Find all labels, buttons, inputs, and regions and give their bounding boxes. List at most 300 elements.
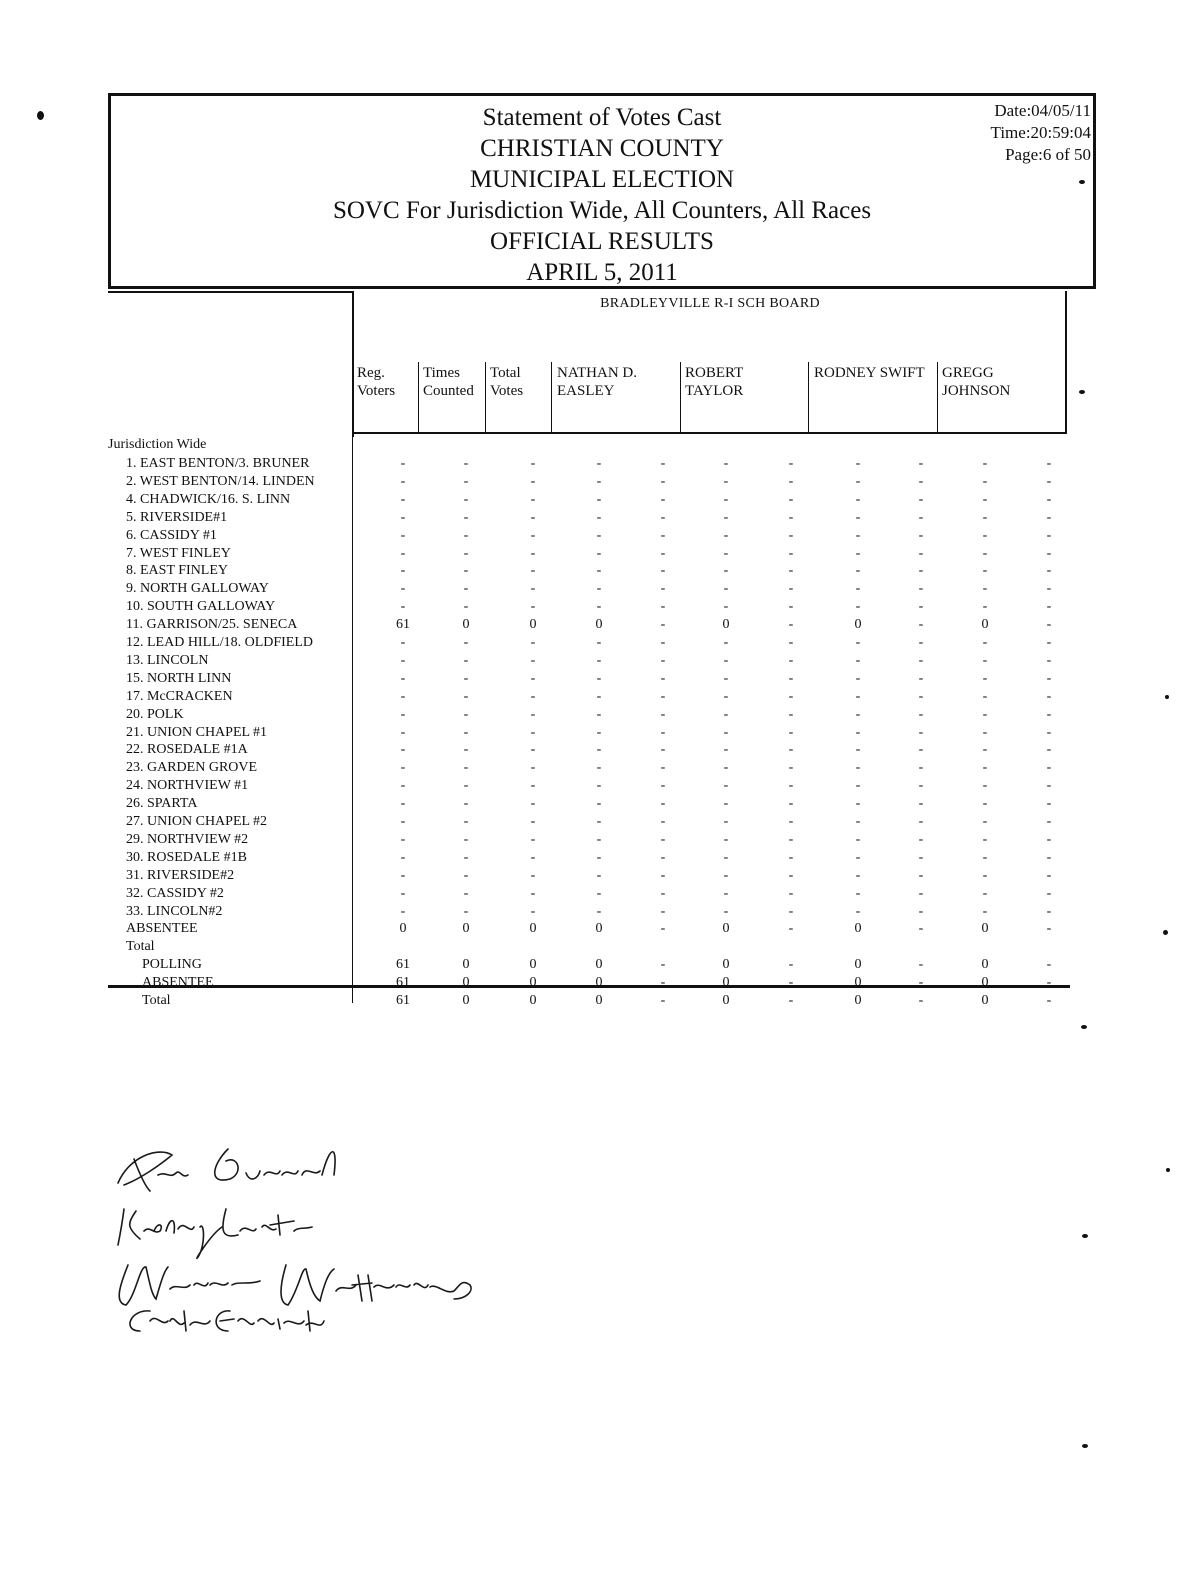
table-row-cell: - bbox=[982, 545, 988, 561]
table-row-cell: - bbox=[918, 456, 924, 471]
table-row-cell: - bbox=[723, 885, 729, 901]
table-row-cell: - bbox=[855, 760, 861, 776]
report-time: Time:20:59:04 bbox=[990, 123, 1091, 142]
table-row-cell: - bbox=[596, 545, 602, 561]
table-row-cell: - bbox=[855, 831, 861, 847]
table-row-cell: - bbox=[918, 760, 924, 776]
table-row-cell: 0 bbox=[981, 921, 989, 937]
table-row-cell: - bbox=[1046, 706, 1052, 722]
col-divider-4 bbox=[680, 362, 681, 433]
table-row-cell: - bbox=[723, 599, 729, 615]
table-row-cell: - bbox=[918, 867, 924, 883]
table-row-cell: - bbox=[596, 473, 602, 489]
table-row-cell: - bbox=[530, 706, 536, 722]
scan-speck bbox=[1081, 1025, 1087, 1029]
totals-row-cell: 61 bbox=[396, 975, 410, 991]
table-row-cell: - bbox=[855, 599, 861, 615]
totals-row-cell: 0 bbox=[981, 957, 989, 973]
table-row-label: 21. UNION CHAPEL #1 bbox=[126, 724, 268, 740]
table-row-cell: - bbox=[463, 814, 469, 829]
table-row-cell: - bbox=[463, 545, 469, 561]
table-row-cell: - bbox=[788, 814, 794, 829]
table-row-cell: 0 bbox=[595, 617, 603, 633]
table-row-cell: - bbox=[723, 563, 729, 579]
table-row-cell: - bbox=[400, 563, 406, 579]
table-row-label: 12. LEAD HILL/18. OLDFIELD bbox=[126, 635, 314, 650]
table-row-cell: - bbox=[400, 831, 406, 847]
table-row-cell: - bbox=[596, 563, 602, 579]
table-row-cell: - bbox=[918, 509, 924, 525]
table-row-cell: - bbox=[463, 688, 469, 704]
report-date: Date:04/05/11 bbox=[994, 101, 1091, 120]
table-row-cell: - bbox=[982, 903, 988, 919]
table-row-cell: - bbox=[982, 670, 988, 686]
table-row-cell: - bbox=[788, 903, 794, 919]
table-row-cell: - bbox=[463, 581, 469, 597]
table-row-label: 8. EAST FINLEY bbox=[126, 563, 229, 579]
table-row-cell: - bbox=[788, 831, 794, 847]
table-row-cell: - bbox=[982, 599, 988, 615]
table-row-cell: - bbox=[400, 742, 406, 758]
table-row-cell: - bbox=[1046, 831, 1052, 847]
table-row-cell: - bbox=[855, 688, 861, 704]
totals-row-cell: - bbox=[1046, 957, 1052, 973]
table-row-cell: - bbox=[918, 688, 924, 704]
table-row-cell: - bbox=[855, 670, 861, 686]
table-row-cell: - bbox=[530, 742, 536, 758]
table-row-cell: - bbox=[660, 742, 666, 758]
table-row-cell: - bbox=[855, 885, 861, 901]
col-header-candidate-johnson: GREGG JOHNSON bbox=[942, 365, 1011, 399]
table-row-cell: - bbox=[400, 903, 406, 919]
table-row-label: 26. SPARTA bbox=[126, 796, 198, 812]
table-row-cell: - bbox=[660, 724, 666, 740]
table-row-cell: - bbox=[918, 563, 924, 579]
table-row-cell: - bbox=[855, 563, 861, 579]
table-row-cell: - bbox=[1046, 617, 1052, 633]
table-row-cell: - bbox=[660, 885, 666, 901]
table-row-cell: - bbox=[463, 778, 469, 794]
table-row-cell: 0 bbox=[462, 617, 470, 633]
table-row-cell: - bbox=[982, 706, 988, 722]
table-row-cell: - bbox=[400, 491, 406, 507]
table-row-cell: - bbox=[463, 491, 469, 507]
table-row-cell: - bbox=[788, 545, 794, 561]
table-row-cell: - bbox=[855, 796, 861, 812]
table-row-cell: - bbox=[660, 652, 666, 668]
table-row-cell: - bbox=[530, 635, 536, 650]
table-row-cell: - bbox=[918, 885, 924, 901]
table-row-cell: - bbox=[723, 652, 729, 668]
col-header-reg-voters: Reg. Voters bbox=[357, 365, 396, 399]
table-row-cell: - bbox=[918, 491, 924, 507]
table-row-cell: - bbox=[400, 599, 406, 615]
table-row-cell: 0 bbox=[529, 617, 537, 633]
table-row-cell: - bbox=[530, 778, 536, 794]
totals-row-cell: 0 bbox=[595, 975, 603, 991]
table-row-cell: - bbox=[918, 670, 924, 686]
table-row-cell: - bbox=[788, 796, 794, 812]
table-row-label: 6. CASSIDY #1 bbox=[126, 527, 217, 543]
table-row-cell: - bbox=[982, 473, 988, 489]
scan-speck bbox=[37, 111, 44, 120]
county-name: CHRISTIAN COUNTY bbox=[480, 135, 724, 162]
table-row-label: 31. RIVERSIDE#2 bbox=[126, 867, 235, 883]
scan-speck bbox=[1165, 695, 1169, 699]
col-divider-5 bbox=[808, 362, 809, 433]
table-row-cell: - bbox=[918, 742, 924, 758]
table-row-cell: - bbox=[596, 688, 602, 704]
table-row-cell: - bbox=[982, 581, 988, 597]
table-row-cell: - bbox=[400, 473, 406, 489]
table-row-cell: - bbox=[1046, 688, 1052, 704]
table-row-cell: - bbox=[723, 706, 729, 722]
table-row-cell: - bbox=[855, 903, 861, 919]
table-row-cell: - bbox=[530, 903, 536, 919]
table-row-cell: - bbox=[982, 509, 988, 525]
table-row-cell: - bbox=[855, 724, 861, 740]
table-row-cell: - bbox=[788, 491, 794, 507]
table-right-divider bbox=[1065, 291, 1067, 433]
totals-row-cell: 0 bbox=[854, 957, 862, 973]
table-row-cell: - bbox=[530, 527, 536, 543]
table-row-cell: - bbox=[1046, 599, 1052, 615]
table-row-cell: - bbox=[660, 706, 666, 722]
table-row-cell: - bbox=[596, 706, 602, 722]
table-row-cell: - bbox=[660, 545, 666, 561]
table-row-cell: - bbox=[723, 491, 729, 507]
table-row-cell: - bbox=[982, 688, 988, 704]
totals-section-label: Total bbox=[126, 939, 155, 955]
table-row-cell: - bbox=[1046, 760, 1052, 776]
table-row-cell: - bbox=[723, 456, 729, 471]
table-row-cell: - bbox=[596, 652, 602, 668]
table-row-label: 1. EAST BENTON/3. BRUNER bbox=[126, 456, 310, 471]
totals-row-cell: 61 bbox=[396, 957, 410, 973]
col-header-candidate-swift: RODNEY SWIFT bbox=[814, 365, 925, 381]
table-row-cell: - bbox=[982, 831, 988, 847]
table-row-label: 10. SOUTH GALLOWAY bbox=[126, 599, 276, 615]
table-row-cell: - bbox=[982, 849, 988, 865]
table-row-cell: - bbox=[596, 867, 602, 883]
table-row-cell: 0 bbox=[462, 921, 470, 937]
table-row-cell: - bbox=[660, 796, 666, 812]
table-row-cell: - bbox=[1046, 849, 1052, 865]
table-row-cell: - bbox=[788, 635, 794, 650]
table-row-cell: 0 bbox=[854, 617, 862, 633]
table-row-cell: - bbox=[530, 796, 536, 812]
table-row-cell: - bbox=[1046, 867, 1052, 883]
table-row-cell: - bbox=[1046, 814, 1052, 829]
table-row-cell: - bbox=[596, 849, 602, 865]
table-row-cell: - bbox=[400, 814, 406, 829]
totals-row-cell: 0 bbox=[462, 975, 470, 991]
totals-row-cell: 0 bbox=[462, 957, 470, 973]
table-row-cell: - bbox=[530, 509, 536, 525]
totals-row-cell: 0 bbox=[722, 975, 730, 991]
table-row-cell: - bbox=[788, 473, 794, 489]
table-row-cell: - bbox=[400, 778, 406, 794]
totals-row-label: Total bbox=[142, 993, 171, 1008]
table-row-cell: 0 bbox=[529, 921, 537, 937]
table-row-cell: - bbox=[530, 885, 536, 901]
table-row-cell: - bbox=[463, 563, 469, 579]
table-row-cell: - bbox=[723, 509, 729, 525]
report-title-block bbox=[111, 102, 1093, 288]
table-row-cell: - bbox=[788, 456, 794, 471]
table-row-cell: - bbox=[463, 706, 469, 722]
col-divider-6 bbox=[937, 362, 938, 433]
table-row-cell: - bbox=[723, 831, 729, 847]
table-row-cell: - bbox=[660, 849, 666, 865]
table-row-cell: - bbox=[463, 849, 469, 865]
table-row-cell: - bbox=[788, 778, 794, 794]
table-row-cell: - bbox=[723, 867, 729, 883]
table-row-cell: - bbox=[918, 831, 924, 847]
table-row-cell: - bbox=[596, 635, 602, 650]
table-row-cell: - bbox=[982, 796, 988, 812]
table-row-cell: - bbox=[400, 652, 406, 668]
table-row-cell: - bbox=[982, 491, 988, 507]
table-row-cell: - bbox=[1046, 563, 1052, 579]
table-row-cell: - bbox=[660, 473, 666, 489]
table-row-cell: - bbox=[660, 903, 666, 919]
totals-row-label: ABSENTEE bbox=[142, 975, 214, 991]
scan-speck bbox=[1163, 930, 1168, 935]
table-row-label: 20. POLK bbox=[126, 706, 184, 722]
table-row-cell: - bbox=[1046, 903, 1052, 919]
table-row-cell: 0 bbox=[854, 921, 862, 937]
table-row-cell: - bbox=[1046, 491, 1052, 507]
table-row-cell: - bbox=[596, 796, 602, 812]
table-row-cell: - bbox=[788, 509, 794, 525]
report-header-box bbox=[108, 93, 1096, 289]
table-row-cell: - bbox=[530, 670, 536, 686]
totals-row-label: POLLING bbox=[142, 957, 202, 973]
table-row-cell: - bbox=[1046, 742, 1052, 758]
table-row-cell: - bbox=[723, 688, 729, 704]
table-row-cell: - bbox=[530, 599, 536, 615]
table-row-cell: - bbox=[723, 527, 729, 543]
table-row-cell: - bbox=[855, 581, 861, 597]
table-row-cell: - bbox=[463, 885, 469, 901]
totals-row-cell: 61 bbox=[396, 993, 410, 1008]
table-row-cell: - bbox=[982, 885, 988, 901]
table-row-cell: - bbox=[788, 688, 794, 704]
table-row-cell: - bbox=[723, 849, 729, 865]
totals-row-cell: - bbox=[918, 957, 924, 973]
table-row-cell: - bbox=[982, 814, 988, 829]
table-row-cell: - bbox=[788, 563, 794, 579]
table-row-cell: - bbox=[463, 527, 469, 543]
table-row-label: 11. GARRISON/25. SENECA bbox=[126, 617, 298, 633]
totals-row-cell: 0 bbox=[722, 993, 730, 1008]
table-row-cell: - bbox=[918, 545, 924, 561]
table-row-label: 23. GARDEN GROVE bbox=[126, 760, 258, 776]
table-row-cell: - bbox=[855, 473, 861, 489]
table-row-cell: - bbox=[400, 581, 406, 597]
scan-speck bbox=[1082, 1234, 1088, 1238]
table-row-cell: - bbox=[1046, 635, 1052, 650]
totals-row-cell: - bbox=[788, 975, 794, 991]
table-row-cell: - bbox=[596, 903, 602, 919]
table-row-cell: - bbox=[918, 652, 924, 668]
table-row-cell: - bbox=[1046, 509, 1052, 525]
table-row-label: 27. UNION CHAPEL #2 bbox=[126, 814, 268, 829]
totals-row-cell: - bbox=[918, 993, 924, 1008]
totals-row-cell: 0 bbox=[595, 957, 603, 973]
totals-row-cell: 0 bbox=[722, 957, 730, 973]
table-row-label: 29. NORTHVIEW #2 bbox=[126, 831, 249, 847]
table-row-cell: - bbox=[596, 456, 602, 471]
table-row-cell: - bbox=[400, 635, 406, 650]
table-row-cell: - bbox=[788, 527, 794, 543]
scan-speck bbox=[1166, 1168, 1170, 1172]
table-row-cell: - bbox=[855, 527, 861, 543]
table-row-cell: - bbox=[788, 742, 794, 758]
table-row-cell: - bbox=[660, 670, 666, 686]
table-row-cell: - bbox=[723, 545, 729, 561]
table-row-cell: - bbox=[788, 760, 794, 776]
table-row-cell: - bbox=[918, 796, 924, 812]
col-divider-1 bbox=[418, 362, 419, 433]
totals-row-cell: - bbox=[788, 993, 794, 1008]
election-date: APRIL 5, 2011 bbox=[526, 259, 678, 286]
table-row-cell: - bbox=[982, 760, 988, 776]
table-row-cell: - bbox=[855, 545, 861, 561]
table-row-cell: - bbox=[660, 760, 666, 776]
table-row-cell: - bbox=[660, 491, 666, 507]
table-row-label: 17. McCRACKEN bbox=[126, 688, 233, 704]
table-row-cell: 0 bbox=[399, 921, 407, 937]
table-row-cell: - bbox=[400, 545, 406, 561]
table-row-cell: - bbox=[788, 849, 794, 865]
table-row-cell: - bbox=[660, 635, 666, 650]
table-row-cell: - bbox=[1046, 473, 1052, 489]
table-row-cell: - bbox=[463, 473, 469, 489]
table-row-cell: - bbox=[723, 903, 729, 919]
totals-row-cell: 0 bbox=[462, 993, 470, 1008]
scan-speck bbox=[1079, 390, 1085, 394]
jurisdiction-label: Jurisdiction Wide bbox=[108, 437, 207, 452]
table-row-cell: - bbox=[918, 527, 924, 543]
table-row-cell: - bbox=[660, 814, 666, 829]
table-row-label: 4. CHADWICK/16. S. LINN bbox=[126, 491, 291, 507]
table-row-cell: - bbox=[788, 652, 794, 668]
signatures-image bbox=[110, 1135, 510, 1335]
table-row-cell: - bbox=[723, 670, 729, 686]
table-row-cell: - bbox=[660, 509, 666, 525]
col-header-candidate-taylor: ROBERT TAYLOR bbox=[685, 365, 744, 399]
table-row-label: 7. WEST FINLEY bbox=[126, 545, 231, 561]
totals-row-cell: - bbox=[660, 957, 666, 973]
table-row-cell: - bbox=[463, 635, 469, 650]
table-row-cell: - bbox=[918, 473, 924, 489]
totals-row-cell: - bbox=[788, 957, 794, 973]
table-row-cell: - bbox=[788, 617, 794, 633]
table-row-cell: - bbox=[855, 456, 861, 471]
table-row-cell: - bbox=[918, 724, 924, 740]
table-row-cell: - bbox=[723, 635, 729, 650]
table-row-cell: - bbox=[918, 903, 924, 919]
table-left-divider bbox=[352, 291, 354, 437]
col-divider-3 bbox=[551, 362, 552, 433]
totals-row-cell: 0 bbox=[529, 993, 537, 1008]
table-row-cell: - bbox=[463, 796, 469, 812]
table-row-cell: - bbox=[1046, 778, 1052, 794]
table-row-cell: - bbox=[918, 778, 924, 794]
table-row-cell: - bbox=[723, 796, 729, 812]
col-header-times-counted: Times Counted bbox=[423, 365, 474, 399]
table-row-cell: - bbox=[918, 599, 924, 615]
table-row-cell: - bbox=[1046, 545, 1052, 561]
table-row-cell: - bbox=[855, 742, 861, 758]
table-row-cell: - bbox=[530, 831, 536, 847]
table-row-cell: - bbox=[918, 581, 924, 597]
table-row-cell: - bbox=[530, 491, 536, 507]
totals-row-cell: 0 bbox=[529, 957, 537, 973]
election-name: MUNICIPAL ELECTION bbox=[469, 166, 735, 193]
table-top-rule bbox=[108, 291, 353, 293]
table-row-cell: - bbox=[788, 885, 794, 901]
table-row-cell: - bbox=[596, 814, 602, 829]
table-row-cell: - bbox=[788, 921, 794, 937]
table-row-cell: - bbox=[982, 742, 988, 758]
report-meta bbox=[991, 100, 1091, 166]
table-row-cell: - bbox=[1046, 921, 1052, 937]
table-row-cell: - bbox=[982, 867, 988, 883]
table-row-cell: - bbox=[596, 527, 602, 543]
table-row-cell: - bbox=[982, 652, 988, 668]
table-row-cell: - bbox=[530, 581, 536, 597]
table-row-label: 30. ROSEDALE #1B bbox=[126, 849, 247, 865]
table-row-cell: - bbox=[400, 456, 406, 471]
table-left-divider-lower bbox=[352, 437, 353, 1003]
table-row-cell: - bbox=[660, 867, 666, 883]
table-row-cell: - bbox=[530, 473, 536, 489]
table-row-cell: - bbox=[855, 867, 861, 883]
table-row-cell: - bbox=[660, 527, 666, 543]
table-row-cell: 0 bbox=[722, 921, 730, 937]
table-row-cell: - bbox=[660, 563, 666, 579]
table-row-cell: 0 bbox=[722, 617, 730, 633]
table-row-cell: - bbox=[1046, 652, 1052, 668]
table-row-cell: - bbox=[788, 599, 794, 615]
table-row-cell: - bbox=[1046, 670, 1052, 686]
totals-row-cell: 0 bbox=[595, 993, 603, 1008]
table-row-cell: - bbox=[660, 778, 666, 794]
table-row-cell: - bbox=[530, 563, 536, 579]
table-row-cell: - bbox=[660, 581, 666, 597]
table-row-cell: - bbox=[723, 778, 729, 794]
table-row-cell: - bbox=[723, 742, 729, 758]
table-row-cell: - bbox=[463, 599, 469, 615]
totals-row-cell: 0 bbox=[854, 993, 862, 1008]
report-title: Statement of Votes Cast bbox=[482, 104, 722, 131]
table-row-cell: - bbox=[530, 688, 536, 704]
table-row-cell: - bbox=[530, 724, 536, 740]
col-divider-2 bbox=[485, 362, 486, 433]
table-row-cell: - bbox=[1046, 885, 1052, 901]
table-row-cell: - bbox=[918, 635, 924, 650]
table-row-label: 22. ROSEDALE #1A bbox=[126, 742, 248, 758]
table-row-cell: - bbox=[918, 849, 924, 865]
table-row-cell: - bbox=[723, 760, 729, 776]
totals-row-cell: - bbox=[1046, 975, 1052, 991]
table-row-cell: - bbox=[982, 635, 988, 650]
table-row-cell: - bbox=[1046, 456, 1052, 471]
table-row-cell: 61 bbox=[396, 617, 410, 633]
